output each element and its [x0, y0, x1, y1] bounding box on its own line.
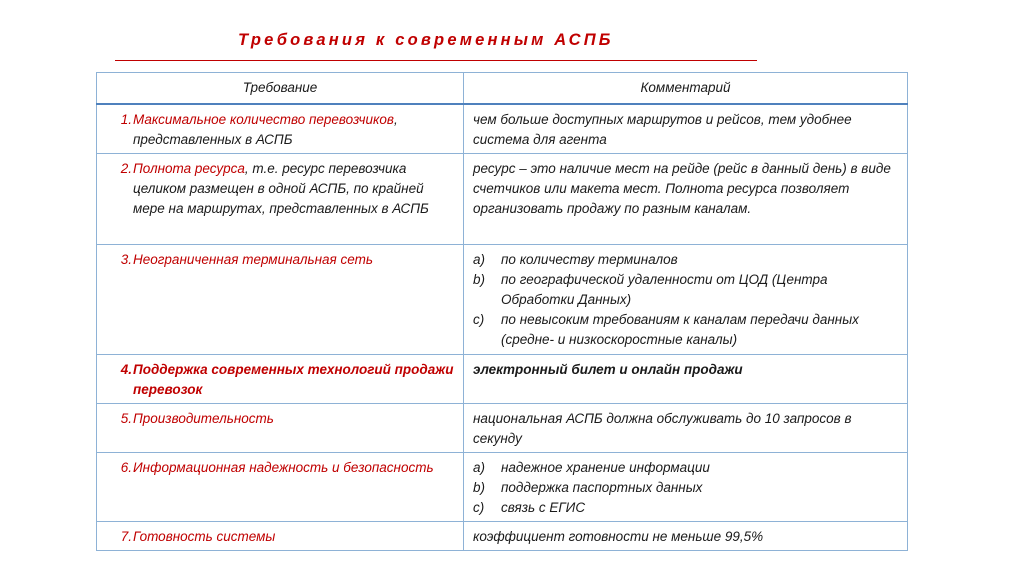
table-header-row [97, 73, 908, 105]
table-row [97, 245, 908, 355]
list-marker: a) [473, 252, 486, 267]
list-item-text: по количеству терминалов [501, 252, 678, 267]
requirement-text: Неограниченная терминальная сеть [133, 252, 373, 267]
requirements-table [96, 72, 908, 551]
comment-cell [464, 245, 908, 355]
requirement-cell [97, 404, 464, 453]
list-item-text: надежное хранение информации [501, 460, 710, 475]
list-item-text: по географической удаленности от ЦОД (Центра Обработки Данных) [501, 272, 828, 307]
requirement-text: Поддержка современных технологий продажи перевозок [133, 362, 454, 397]
table-row [97, 355, 908, 404]
list-item-text: поддержка паспортных данных [501, 480, 703, 495]
requirement-cell [97, 154, 464, 245]
list-marker: c) [473, 312, 485, 327]
requirement-text [133, 159, 457, 219]
comment-list-item [473, 270, 899, 310]
requirement-cell [97, 104, 464, 154]
header-requirement: Требование [97, 73, 464, 105]
comment-cell [464, 453, 908, 522]
list-marker: a) [473, 460, 486, 475]
comment-list-item [473, 250, 899, 270]
list-item-text: связь с ЕГИС [501, 500, 586, 515]
comment-cell: чем больше доступных маршрутов и рейсов, тем удобнее система для агента [464, 104, 908, 154]
comment-list-item [473, 310, 899, 350]
comment-list-item [473, 498, 899, 518]
row-number: 7. [120, 529, 132, 544]
table-row [97, 453, 908, 522]
comment-list-item [473, 458, 899, 478]
requirement-note: , представленных в АСПБ [133, 112, 398, 147]
requirement-text: Готовность системы [133, 529, 276, 544]
list-marker: b) [473, 480, 486, 495]
comment-cell: национальная АСПБ должна обслуживать до 10 запросов в секунду [464, 404, 908, 453]
row-number: 2. [120, 161, 132, 176]
slide-title: Требования к современным АСПБ [238, 31, 614, 49]
requirement-cell [97, 522, 464, 551]
row-number: 1. [120, 112, 132, 127]
list-item-text: по невысоким требованиям к каналам передачи данных (средне- и низкоскоростные каналы) [501, 312, 859, 347]
requirement-highlight: Полнота ресурса [133, 161, 245, 176]
table-row [97, 404, 908, 453]
requirement-text: Производительность [133, 411, 274, 426]
table-row [97, 104, 908, 154]
header-comment: Комментарий [464, 73, 908, 105]
comment-cell: электронный билет и онлайн продажи [464, 355, 908, 404]
row-number: 6. [120, 460, 132, 475]
row-number: 4. [120, 362, 132, 377]
table-row [97, 154, 908, 245]
requirement-cell [97, 453, 464, 522]
requirement-text [133, 110, 457, 150]
row-number: 5. [120, 411, 132, 426]
requirement-cell [97, 245, 464, 355]
requirement-text: Информационная надежность и безопасность [133, 460, 434, 475]
comment-list-item [473, 478, 899, 498]
table-row [97, 522, 908, 551]
list-marker: c) [473, 500, 485, 515]
list-marker: b) [473, 272, 486, 287]
requirement-highlight: Максимальное количество перевозчиков [133, 112, 394, 127]
requirement-note: , т.е. ресурс перевозчика целиком размещен в одной АСПБ, по крайней мере на маршрутах, представленных в АСПБ [133, 161, 429, 216]
requirement-cell [97, 355, 464, 404]
title-underline [115, 60, 757, 61]
comment-cell: коэффициент готовности не меньше 99,5% [464, 522, 908, 551]
row-number: 3. [120, 252, 132, 267]
comment-cell: ресурс – это наличие мест на рейде (рейс в данный день) в виде счетчиков или макета мест. Полнота ресурса позволяет организовать продажу по разным каналам. [464, 154, 908, 245]
